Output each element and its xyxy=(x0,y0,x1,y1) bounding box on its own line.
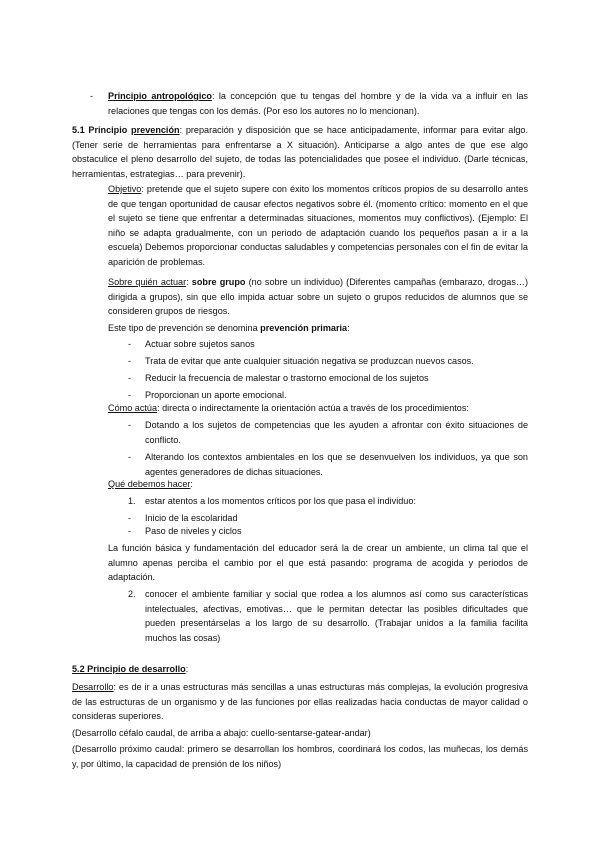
list-dash: - xyxy=(128,356,132,366)
sobre-bold: sobre grupo xyxy=(191,277,246,287)
intro-text: : la concepción que tu tengas del hombre y de la vida va a influir en las relaciones que tengas con los demás. (Por eso los autores no lo mencionan). xyxy=(108,91,528,116)
como-label: Cómo actúa xyxy=(108,403,158,413)
cefalo-paragraph xyxy=(72,726,528,741)
sobre-colon: : xyxy=(186,277,192,287)
objetivo-label: Objetivo xyxy=(108,184,142,194)
bullet-dash: - xyxy=(90,91,94,101)
que-colon: : xyxy=(190,479,193,489)
funcion-paragraph xyxy=(108,541,528,585)
como-item-2: Alterando los contextos ambientales en los que se desenvuelven los individuos, ya que son agentes generadores de dichas situaciones. xyxy=(145,452,528,477)
list-dash: - xyxy=(128,390,132,400)
section-5-2-heading-line xyxy=(72,662,528,677)
list-item xyxy=(145,524,528,539)
section-5-2-heading: 5.2 Principio de desarrollo xyxy=(72,664,186,674)
objetivo-text: : pretende que el sujeto supere con éxito los momentos críticos propios de su desarrollo antes de que tengan oportunidad de causar efectos negativos sobre él. (momento crítico: momento en el que el sujeto se tiene que enfrentar a determinadas situaciones, momentos muy conflictivos). (Ejemplo: El niño se adapta gradualmente, con un periodo de adaptación cuando los pequeños pasan a ir a la escuela) Debemos proporcionar conductas saludables y competencias personales con el fin de evitar la aparición de problemas. xyxy=(108,184,528,267)
tipo-text: Este tipo de prevención se denomina xyxy=(108,323,261,333)
sobre-text: (no sobre un individuo) (Diferentes campañas (embarazo, drogas…) dirigida a grupos), sin que ello impida actuar sobre un sujeto o grupos reducidos de alumnos que se consideren grupos de riesgos. xyxy=(108,277,528,317)
como-text: : directa o indirectamente la orientación actúa a través de los procedimientos: xyxy=(157,403,469,413)
list-item xyxy=(145,337,528,352)
primaria-item-4: Proporcionan un aporte emocional. xyxy=(145,390,287,400)
list-dash: - xyxy=(128,339,132,349)
tipo-colon: : xyxy=(347,323,350,333)
n1-item-1: Inicio de la escolaridad xyxy=(145,513,238,523)
section-5-2-colon: : xyxy=(185,664,189,674)
desarrollo-label: Desarrollo xyxy=(72,682,114,692)
list-item xyxy=(145,354,528,369)
list-dash: - xyxy=(128,452,132,462)
tipo-bold: prevención primaria xyxy=(260,323,348,333)
list-dash: - xyxy=(128,526,132,536)
numbered-item-1 xyxy=(145,494,528,509)
funcion-text: La función básica y fundamentación del educador será la de crear un ambiente, un clima tal que el alumno apenas perciba el cambio por el que está pasando: programa de acogida y periodos de adaptación. xyxy=(108,543,528,583)
como-paragraph xyxy=(108,401,528,416)
objetivo-paragraph xyxy=(108,182,528,270)
primaria-item-2: Trata de evitar que ante cualquier situación negativa se produzcan nuevos casos. xyxy=(145,356,474,366)
section-5-1-paragraph xyxy=(72,123,528,181)
section-5-1-heading-underlined: prevención xyxy=(131,125,180,135)
list-dash: - xyxy=(128,513,132,523)
sobre-paragraph xyxy=(108,275,528,319)
tipo-paragraph xyxy=(108,321,528,336)
que-paragraph xyxy=(108,477,528,492)
numbered-item-2 xyxy=(145,587,528,645)
list-item xyxy=(145,450,528,479)
primaria-item-1: Actuar sobre sujetos sanos xyxy=(145,339,255,349)
list-item xyxy=(145,418,528,447)
numbered-item-1-text: estar atentos a los momentos críticos por los que pasa el individuo: xyxy=(145,496,416,506)
desarrollo-text: : es de ir a unas estructuras más sencillas a unas estructuras más complejas, la evolución progresiva de las estructuras de un organismo y de las funciones por ellas realizadas hacia conductas de mayor calidad o consideras superiores. xyxy=(72,682,528,722)
cefalo-text: (Desarrollo céfalo caudal, de arriba a abajo: cuello-sentarse-gatear-andar) xyxy=(72,728,371,738)
primaria-item-3: Reducir la frecuencia de malestar o trastorno emocional de los sujetos xyxy=(145,373,429,383)
list-dash: - xyxy=(128,373,132,383)
list-dash: - xyxy=(128,420,132,430)
sobre-label: Sobre quién actuar xyxy=(108,277,187,287)
section-5-1-text: : preparación y disposición que se hace anticipadamente, informar para evitar algo. (Tener serie de herramientas para enfrentarse a X situación). Anticiparse a algo antes de que ese algo obstaculice el pleno desarrollo del sujeto, de todas las potencialidades que posee el individuo. (Darle técnicas, herramientas, estrategias… para prevenir). xyxy=(72,125,529,179)
intro-paragraph xyxy=(108,89,528,118)
desarrollo-paragraph xyxy=(72,680,528,724)
numbered-marker-1: 1. xyxy=(128,496,136,506)
numbered-marker-2: 2. xyxy=(128,589,136,599)
como-item-1: Dotando a los sujetos de competencias que les ayuden a afrontar con éxito situaciones de conflicto. xyxy=(145,420,528,445)
n1-item-2: Paso de niveles y ciclos xyxy=(145,526,242,536)
section-5-1-heading: 5.1 Principio xyxy=(72,125,128,135)
que-label: Qué debemos hacer xyxy=(108,479,191,489)
numbered-item-2-text: conocer el ambiente familiar y social que rodea a los alumnos así como sus características intelectuales, afectivas, emotivas… que le permitan detectar las posibles dificultades que pueden presentárselas a los largo de su desarrollo. (Trabajar unidos a la familia facilita muchos las cosas) xyxy=(145,589,528,643)
intro-title: Principio antropológico xyxy=(108,91,212,101)
list-item xyxy=(145,371,528,386)
proximo-paragraph xyxy=(72,742,528,771)
proximo-text: (Desarrollo próximo caudal: primero se desarrollan los hombros, coordinará los codos, las muñecas, los demás y, por último, la capacidad de prensión de los niños) xyxy=(72,744,528,769)
